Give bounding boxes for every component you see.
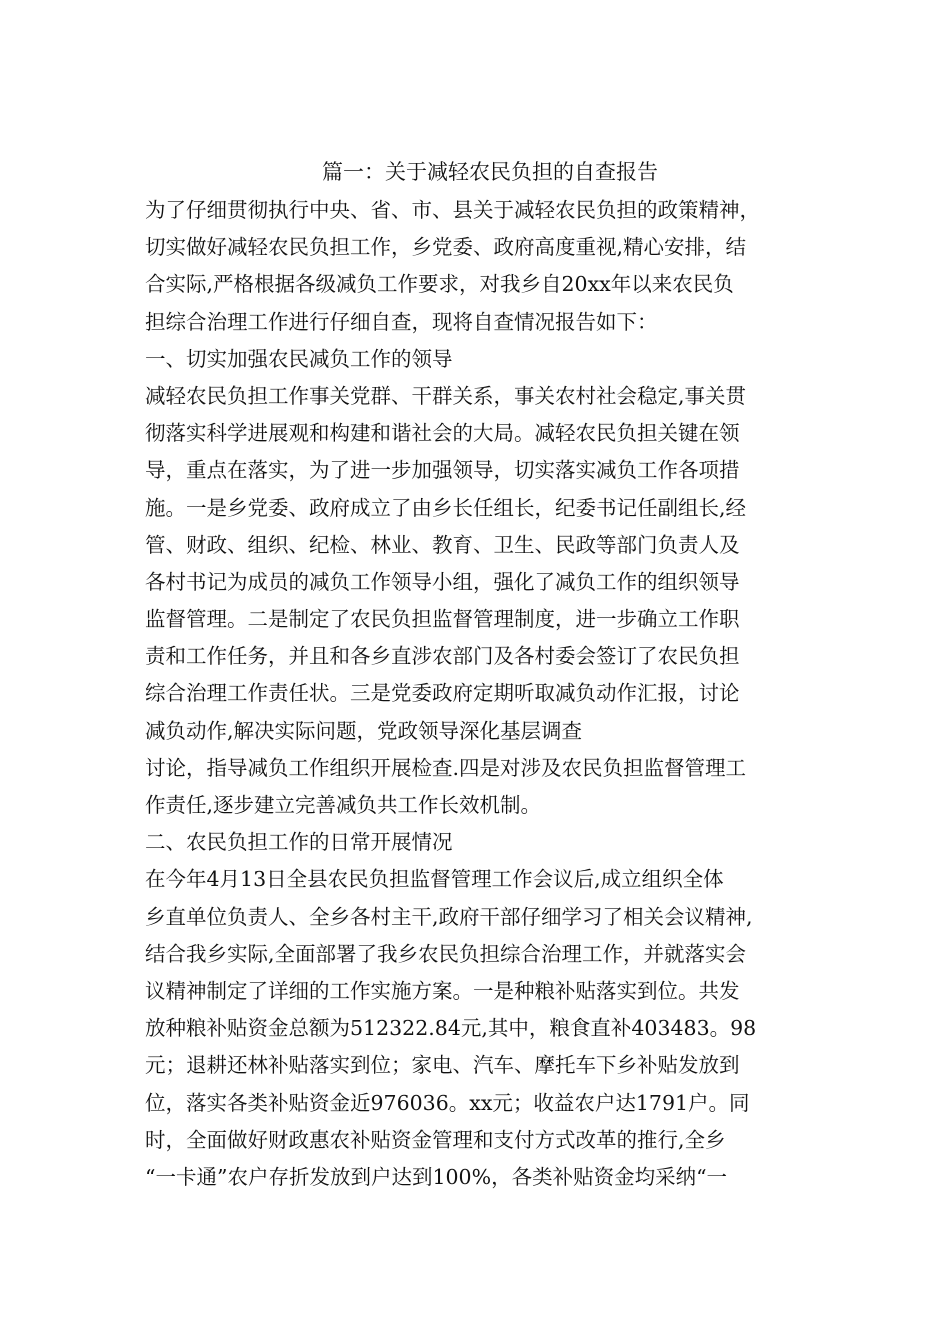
body-line: 减轻农民负担工作事关党群、干群关系，事关农村社会稳定,事关贯 [145,383,747,408]
body-line: 作责任,逐步建立完善减负共工作长效机制。 [145,793,542,817]
body-line: 位，落实各类补贴资金近976036。xx元；收益农户达1791户。同 [145,1090,750,1115]
body-line: 管、财政、组织、纪检、林业、教育、卫生、民政等部门负责人及 [145,532,740,557]
body-line: 彻落实科学进展观和构建和谐社会的大局。减轻农民负担关键在领 [145,421,740,446]
body-line: 元；退耕还林补贴落实到位；家电、汽车、摩托车下乡补贴发放到 [145,1053,740,1078]
body-line: 担综合治理工作进行仔细自查，现将自查情况报告如下： [145,309,658,334]
body-line: 监督管理。二是制定了农民负担监督管理制度，进一步确立工作职 [145,607,740,632]
body-line: 时，全面做好财政惠农补贴资金管理和支付方式改革的推行,全乡 [145,1127,726,1152]
body-line: “一卡通”农户存折发放到户达到100%，各类补贴资金均采纳“一 [145,1164,728,1189]
body-line: 乡直单位负责人、全乡各村主干,政府干部仔细学习了相关会议精神, [145,904,753,929]
body-line: 各村书记为成员的减负工作领导小组，强化了减负工作的组织领导 [145,569,740,594]
body-line: 综合治理工作责任状。三是党委政府定期听取减负动作汇报，讨论 [145,681,740,706]
body-line: 在今年4月13日全县农民负担监督管理工作会议后,成立组织全体 [145,867,724,892]
body-line: 施。一是乡党委、政府成立了由乡长任组长，纪委书记任副组长,经 [145,495,747,520]
body-line: 切实做好减轻农民负担工作，乡党委、政府高度重视,精心安排，结 [145,235,747,260]
body-line: 责和工作任务，并且和各乡直涉农部门及各村委会签订了农民负担 [145,644,740,669]
body-line: 结合我乡实际,全面部署了我乡农民负担综合治理工作，并就落实会 [145,941,747,966]
body-line: 合实际,严格根据各级减负工作要求，对我乡自20xx年以来农民负 [145,272,734,297]
body-line: 放种粮补贴资金总额为512322.84元,其中，粮食直补403483。98 [145,1016,757,1041]
document-title: 篇一：关于减轻农民负担的自查报告 [322,160,658,184]
body-line: 导，重点在落实，为了进一步加强领导，切实落实减负工作各项措 [145,458,740,483]
body-line: 讨论，指导减负工作组织开展检查.四是对涉及农民负担监督管理工 [145,755,747,780]
body-line: 议精神制定了详细的工作实施方案。一是种粮补贴落实到位。共发 [145,978,740,1003]
body-line: 为了仔细贯彻执行中央、省、市、县关于减轻农民负担的政策精神， [145,198,760,222]
document-body [145,192,825,1196]
body-line: 减负动作,解决实际问题，党政领导深化基层调查 [145,718,583,743]
section-heading: 二、农民负担工作的日常开展情况 [145,830,453,855]
section-heading: 一、切实加强农民减负工作的领导 [145,346,453,371]
